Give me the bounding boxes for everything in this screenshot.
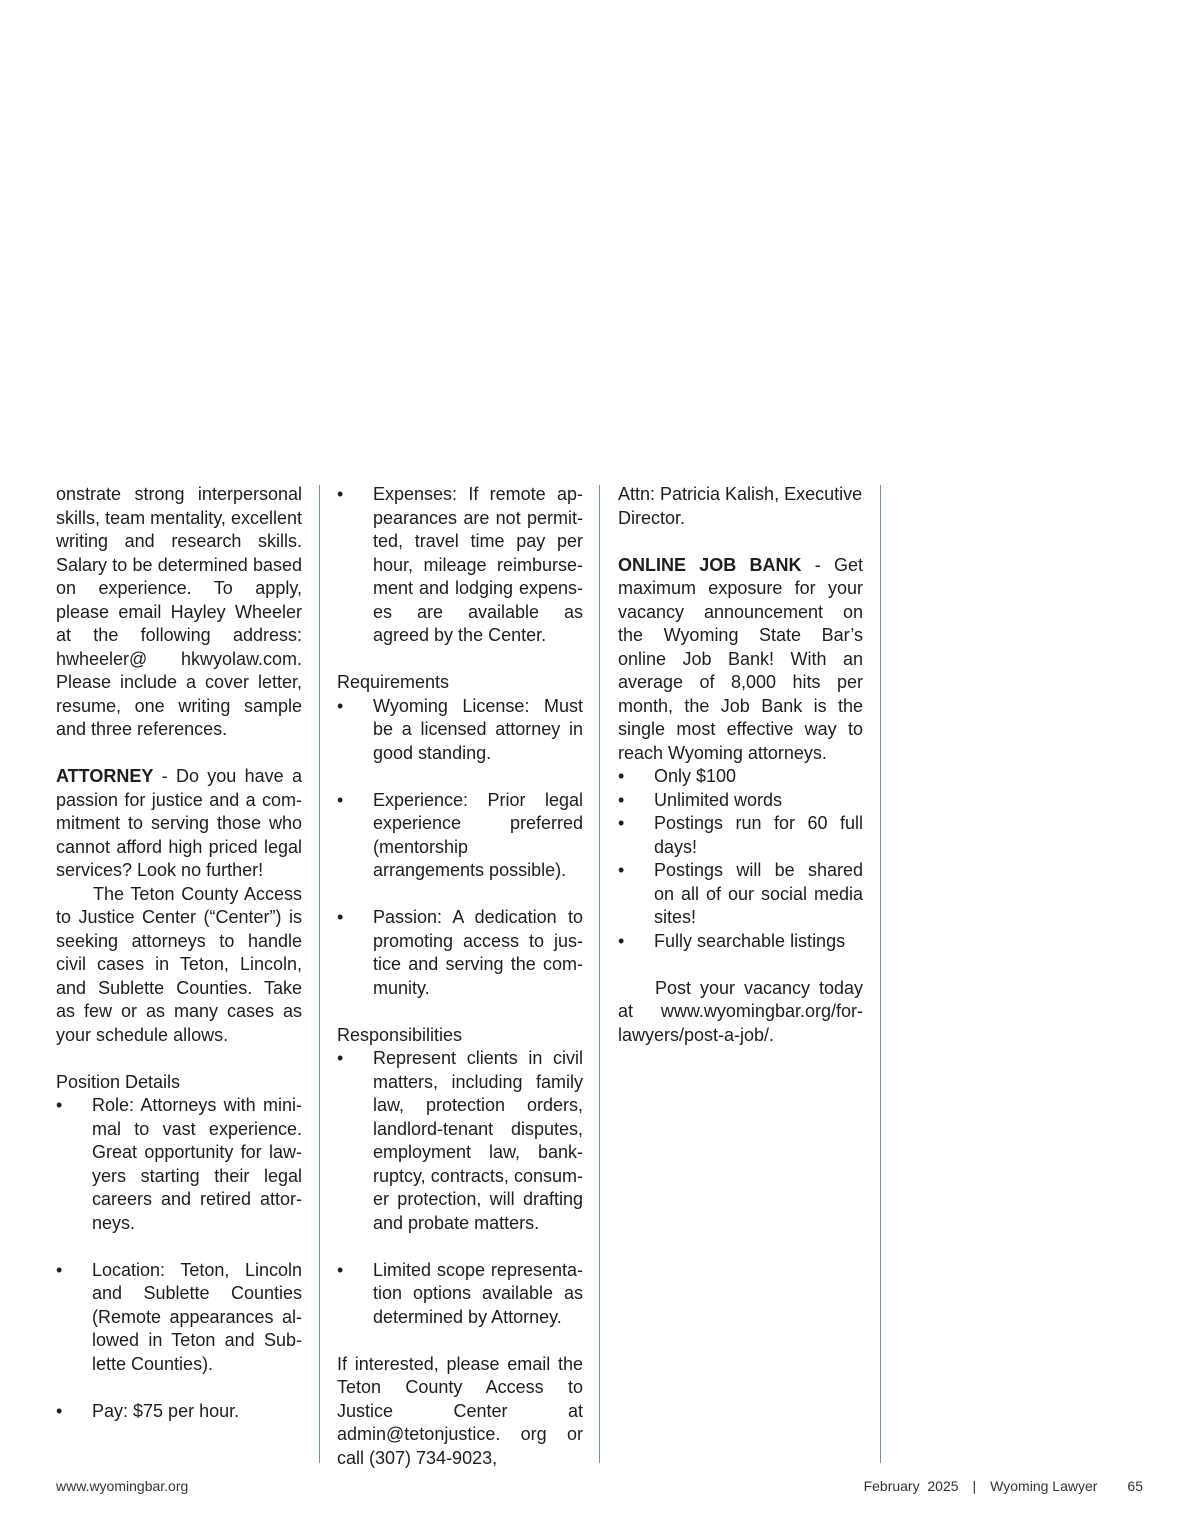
expenses-list [337, 483, 583, 648]
bullet-icon: • [56, 1095, 63, 1115]
column-divider [319, 485, 320, 1463]
responsibilities-list [337, 1047, 583, 1329]
column-divider [880, 485, 881, 1463]
bullet-icon: • [337, 789, 344, 810]
bullet-icon: • [56, 1400, 63, 1421]
column-divider [599, 485, 600, 1463]
listing-text: - Do you have a passion for justice and a commitment to serving those who cannot afford high priced legal services? Look no further! [56, 766, 302, 880]
column-3 [618, 483, 863, 1047]
list-item: • Passion: A dedication to promoting access to justice and serving the community. [337, 907, 583, 998]
paragraph: onstrate strong interpersonal skills, team mentality, excellent writing and research skills. Salary to be determined based on experience. To apply, please email Hayley Wheeler at the following address: hwheeler@ hkwyolaw.com. Please include a cover letter, resume, one writing sample and three references. [56, 484, 302, 739]
bullet-icon: • [618, 789, 625, 810]
bullet-icon: • [337, 695, 344, 716]
column-1 [56, 483, 302, 1423]
footer-info [864, 1478, 1143, 1494]
list-item: • Experience: Prior legal experience preferred (mentorship arrangements possible). [337, 789, 583, 880]
list-item: • Limited scope representation options available as determined by Attorney. [337, 1259, 583, 1327]
bullet-icon: • [337, 1048, 344, 1068]
list-item: • Unlimited words [618, 789, 863, 813]
bullet-icon: • [618, 930, 625, 951]
listing-label: ATTORNEY [56, 766, 154, 786]
paragraph: Post your vacancy today at www.wyomingbar.org/forlawyers/post-a-job/. [618, 977, 863, 1045]
bullet-icon: • [337, 1259, 344, 1280]
paragraph: If interested, please email the Teton County Access to Justice Center at admin@tetonjustice. org or call (307) 734-9023, [337, 1353, 583, 1468]
paragraph: Attn: Patricia Kalish, Executive Director. [618, 484, 863, 528]
requirements-list [337, 695, 583, 1001]
list-item: • Postings will be shared on all of our social media sites! [618, 860, 863, 927]
footer-publication: Wyoming Lawyer [990, 1478, 1098, 1494]
list-item: • Expenses: If remote appearances are not permitted, travel time pay per hour, mileage reimbursement and lodging expenses are available as agreed by the Center. [337, 484, 583, 645]
bullet-icon: • [618, 766, 625, 786]
bullet-icon: • [618, 813, 625, 833]
bullet-icon: • [337, 484, 344, 504]
bullet-icon: • [618, 860, 625, 880]
list-item: • Pay: $75 per hour. [56, 1400, 302, 1424]
list-item: • Location: Teton, Lincoln and Sublette Counties (Remote appearances allowed in Teton and Sublette Counties). [56, 1259, 302, 1374]
listing-label: ONLINE JOB BANK [618, 554, 802, 575]
listing-text: - Get maximum exposure for your vacancy announcement on the Wyoming State Bar’s online Job Bank! With an average of 8,000 hits per month, the Job Bank is the single most effective way to reach Wyoming attorneys. [618, 554, 863, 763]
list-item: • Represent clients in civil matters, including family law, protection orders, landlord-tenant disputes, employment law, bankruptcy, contracts, consumer protection, will drafting and probate matters. [337, 1048, 583, 1233]
list-item: • Only $100 [618, 765, 863, 789]
footer-separator: | [972, 1478, 977, 1494]
list-item: • Postings run for 60 full days! [618, 813, 863, 857]
footer-date: February 2025 [863, 1478, 959, 1494]
job-bank-listing [618, 554, 863, 766]
footer-website: www.wyomingbar.org [56, 1478, 189, 1494]
section-heading: Responsibilities [337, 1024, 463, 1045]
section-heading: Position Details [56, 1071, 181, 1092]
list-item: • Fully searchable listings [618, 930, 863, 954]
page-number: 65 [1127, 1478, 1143, 1494]
list-item: • Role: Attorneys with minimal to vast experience. Great opportunity for lawyers starting their legal careers and retired attorneys. [56, 1095, 302, 1233]
column-2 [337, 483, 583, 1470]
paragraph: The Teton County Access to Justice Center (“Center”) is seeking attorneys to handle civil cases in Teton, Lincoln, and Sublette Counties. Take as few or as many cases as your schedule allows. [56, 883, 302, 1045]
list-item: • Wyoming License: Must be a licensed attorney in good standing. [337, 695, 583, 763]
position-details-list [56, 1094, 302, 1423]
bullet-icon: • [56, 1259, 63, 1280]
bullet-icon: • [337, 907, 344, 927]
attorney-listing [56, 765, 302, 883]
job-bank-list [618, 765, 863, 953]
section-heading: Requirements [337, 672, 450, 692]
